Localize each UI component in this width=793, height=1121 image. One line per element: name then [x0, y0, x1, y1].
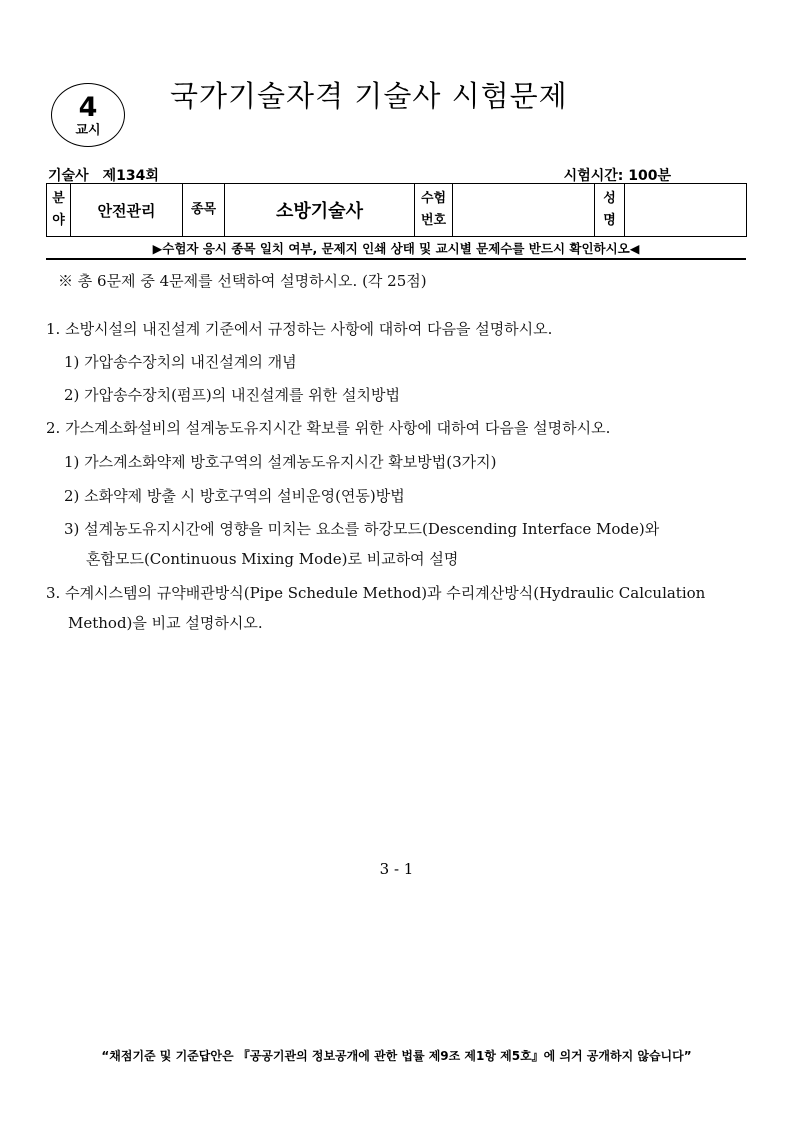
divider	[46, 258, 746, 260]
question-2-sub-3: 3) 설계농도유지시간에 영향을 미치는 요소를 하강모드(Descending Interface Mode)와	[64, 520, 660, 538]
exam-number-label-top: 수험	[420, 191, 447, 206]
category-value: 소방기술사	[225, 184, 415, 237]
exam-type	[48, 165, 159, 185]
field-label-bottom: 야	[52, 213, 65, 228]
exam-round: 제134회	[102, 168, 159, 184]
question-2: 2. 가스계소화설비의 설계농도유지시간 확보를 위한 사항에 대하여 다음을 설명하시오.	[46, 419, 611, 437]
name-label-top: 성	[603, 191, 616, 206]
instruction: ※ 총 6문제 중 4문제를 선택하여 설명하시오. (각 25점)	[58, 272, 427, 290]
question-2-sub-2: 2) 소화약제 방출 시 방호구역의 설비운영(연동)방법	[64, 487, 405, 505]
footer-notice: “채점기준 및 기준답안은 『공공기관의 정보공개에 관한 법률 제9조 제1항 제5호』에 의거 공개하지 않습니다”	[101, 1049, 692, 1063]
question-1: 1. 소방시설의 내진설계 기준에서 규정하는 사항에 대하여 다음을 설명하시오.	[46, 320, 553, 338]
question-2-sub-1: 1) 가스계소화약제 방호구역의 설계농도유지시간 확보방법(3가지)	[64, 453, 497, 471]
exam-time: 시험시간: 100분	[563, 168, 671, 184]
session-badge	[51, 83, 125, 147]
question-2-sub-3-cont: 혼합모드(Continuous Mixing Mode)로 비교하여 설명	[86, 550, 459, 568]
notice-line: ▶수험자 응시 종목 일치 여부, 문제지 인쇄 상태 및 교시별 문제수를 반드시 확인하시오◀	[152, 241, 640, 256]
question-1-sub-1: 1) 가압송수장치의 내진설계의 개념	[64, 353, 297, 371]
name-label-bottom: 명	[603, 213, 616, 228]
page-title: 국가기술자격 기술사 시험문제	[170, 79, 568, 113]
info-table	[46, 183, 747, 237]
page-number: 3 - 1	[379, 860, 414, 878]
category-label: 종목	[183, 184, 225, 237]
name-field[interactable]	[625, 184, 747, 237]
exam-type-label: 기술사	[48, 168, 89, 184]
field-label-top: 분	[52, 191, 65, 206]
exam-number-label	[415, 184, 453, 237]
question-3-cont: Method)을 비교 설명하시오.	[68, 614, 263, 632]
field-label	[47, 184, 71, 237]
exam-number-label-bottom: 번호	[420, 213, 447, 228]
field-value: 안전관리	[71, 184, 183, 237]
question-1-sub-2: 2) 가압송수장치(펌프)의 내진설계를 위한 설치방법	[64, 386, 400, 404]
question-3: 3. 수계시스템의 규약배관방식(Pipe Schedule Method)과 수리계산방식(Hydraulic Calculation	[46, 584, 706, 602]
exam-number-field[interactable]	[453, 184, 595, 237]
name-label	[595, 184, 625, 237]
session-number: 4	[78, 92, 98, 123]
session-label: 교시	[75, 123, 101, 138]
